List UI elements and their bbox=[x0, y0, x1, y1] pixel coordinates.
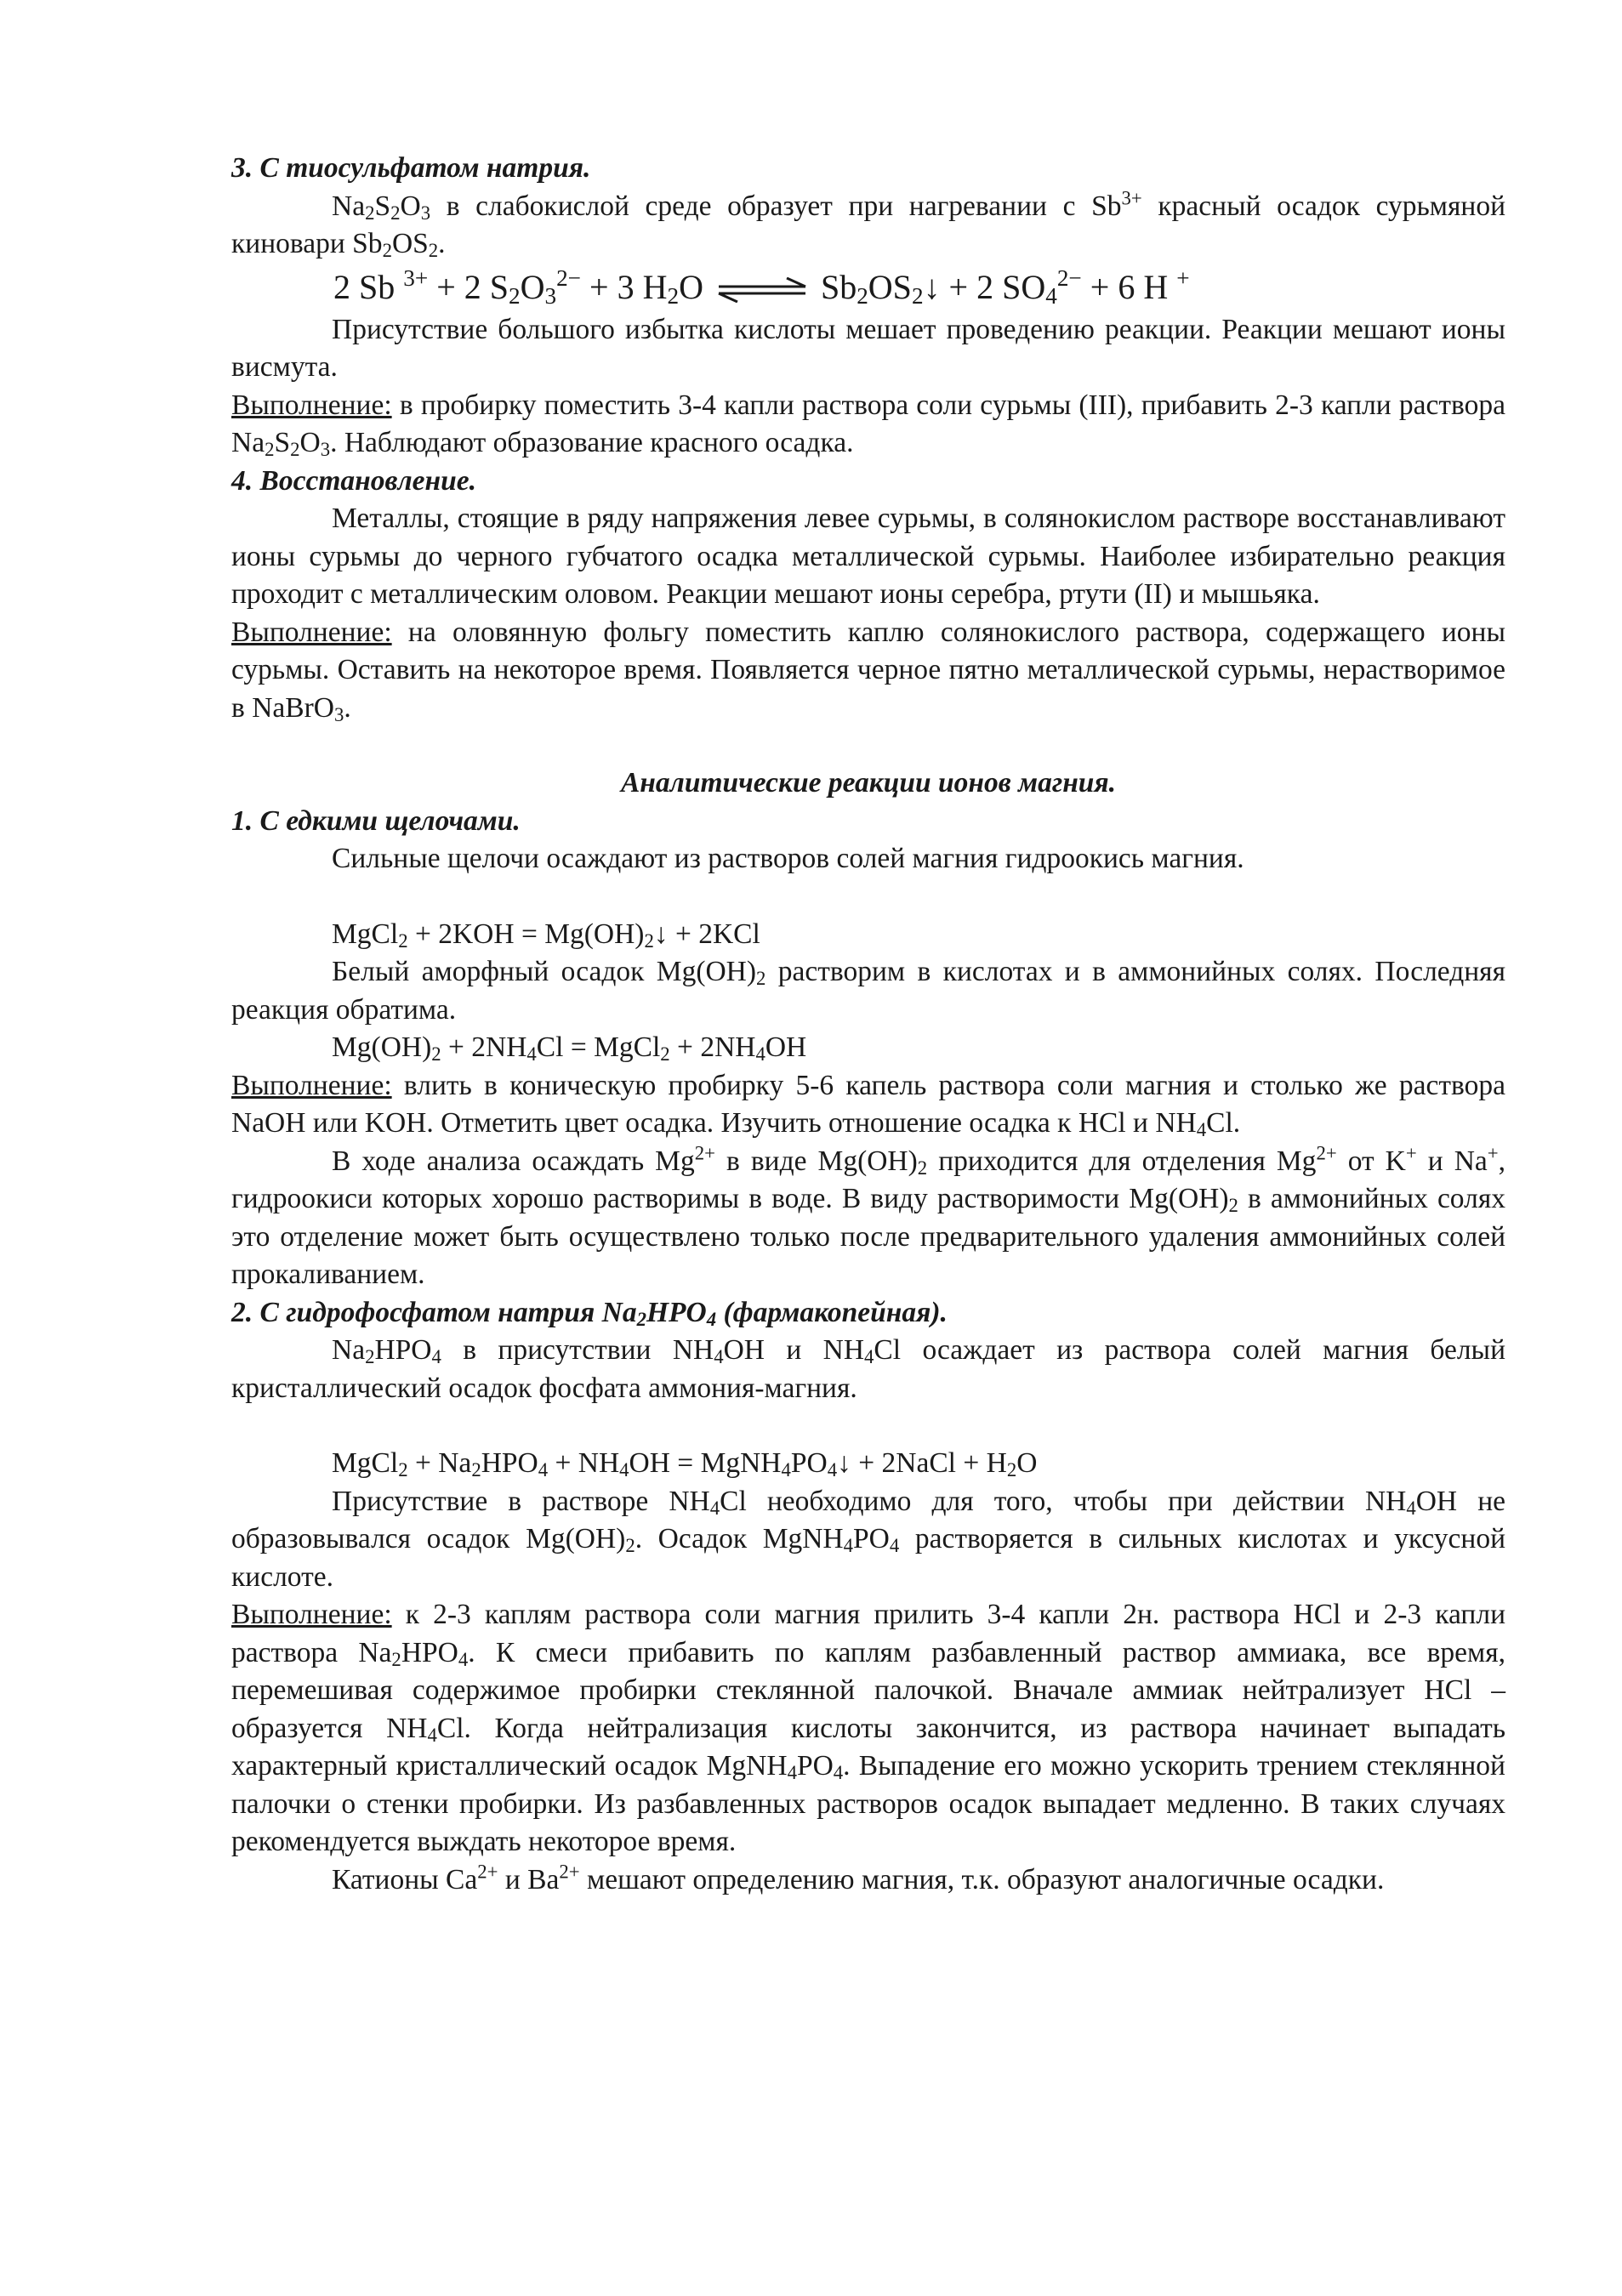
paragraph-hydrophosphate-intro: $Na_2HPO_4$ в присутствии $NH_4OH$ и $NH_4Cl$ осаждает из раствора солей магния белый кристаллический осадок фосфата аммония-магния. bbox=[231, 1334, 1505, 1404]
equation-mgoh2-nh4cl: $Mg(OH)_2 + 2NH_4Cl$ = MgCl$_2$ + $2NH_4OH$ bbox=[332, 1031, 807, 1065]
page-content bbox=[231, 150, 1505, 1899]
section-spacer bbox=[231, 727, 1505, 764]
equation-mgcl2-koh: MgCl$_2$ + $2KOH = Mg(OH)_2↓ + 2KCl$ bbox=[332, 918, 760, 952]
section-title-magnesium: Аналитические реакции ионов магния. bbox=[620, 767, 1117, 798]
heading-hydrophosphate: 2. С гидрофосфатом натрия $Na_2HPO_4$ (фармакопейная). bbox=[231, 1296, 948, 1330]
heading-reduction: 4. Восстановление. bbox=[231, 464, 476, 497]
paragraph-nh4cl-role: Присутствие в растворе $NH_4Cl$ необходимо для того, чтобы при действии $NH_4OH$ не образовывался осадок $Mg(OH)_2$. Осадок $MgNH_4PO_4$ растворяется в сильных кислотах и уксусной кислоте. bbox=[231, 1485, 1505, 1593]
equation-mgnh4po4: MgCl$_2$ + $Na_2HPO_4 + NH_4OH$ = $MgNH_4PO_4↓$ + 2NaCl + $H_2O$ bbox=[332, 1447, 1038, 1480]
spacer bbox=[231, 878, 1505, 916]
paragraph-reduction: Металлы, стоящие в ряду напряжения левее сурьмы, в солянокислом растворе восстанавливают ионы сурьмы до черного губчатого осадка металлической сурьмы. Наиболее избирательно реакция проходит с металлическим оловом. Реакции мешают ионы серебра, ртути (II) и мышьяка. bbox=[231, 503, 1505, 610]
procedure-label: Выполнение: bbox=[231, 1599, 392, 1630]
precipitate-arrow-icon: ↓ bbox=[923, 267, 941, 306]
paragraph-separation: В ходе анализа осаждать $Mg^{2+}$ в виде $Mg(OH)_2$ приходится для отделения $Mg^{2+}$ от K+ и Na+, гидроокиси которых хорошо растворимы в воде. В виду растворимости $Mg(OH)_2$ в аммонийных солях это отделение может быть осуществлено только после предварительного удаления аммонийных солей прокаливанием. bbox=[231, 1141, 1505, 1290]
equation-antimony-thiosulfate: 2 Sb $^{3+}$ + 2 $S_2O_3^{2-} + 3$ $H_2O$ $Sb_2OS_2↓ + 2$ $SO_4^{2-} + 6$ H + bbox=[333, 264, 1190, 309]
spacer bbox=[231, 1407, 1505, 1445]
procedure-label: Выполнение: bbox=[231, 1069, 392, 1101]
heading-thiosulfate: 3. С тиосульфатом натрия. bbox=[231, 152, 591, 184]
paragraph-thiosulfate-intro: $Na_2S_2O_3$ в слабокислой среде образует при нагревании с $Sb^{3+}$ красный осадок сурьмяной киновари $Sb_2OS_2$. bbox=[231, 186, 1505, 261]
paragraph-alkali-intro: Сильные щелочи осаждают из растворов солей магния гидроокись магния. bbox=[332, 843, 1244, 874]
paragraph-interfering-cations: Катионы $Ca^{2+}$ и $Ba^{2+}$ мешают определению магния, т.к. образуют аналогичные осадки. bbox=[332, 1860, 1385, 1895]
paragraph-alkali-procedure: Выполнение: влить в коническую пробирку 5-6 капель раствора соли магния и столько же раствора NaOH или KOH. Отметить цвет осадка. Изучить отношение осадка к HCl и $NH_4Cl$. bbox=[231, 1069, 1505, 1140]
paragraph-thiosulfate-interference: Присутствие большого избытка кислоты мешает проведению реакции. Реакции мешают ионы висмута. bbox=[231, 313, 1505, 383]
procedure-label: Выполнение: bbox=[231, 616, 392, 648]
equilibrium-arrow-icon bbox=[715, 277, 809, 303]
procedure-label: Выполнение: bbox=[231, 389, 392, 421]
paragraph-hydroxide-solubility: Белый аморфный осадок $Mg(OH)_2$ растворим в кислотах и в аммонийных солях. Последняя реакция обратима. bbox=[231, 956, 1505, 1026]
paragraph-thiosulfate-procedure: Выполнение: в пробирку поместить 3-4 капли раствора соли сурьмы (III), прибавить 2-3 капли раствора $Na_2S_2O_3$. Наблюдают образование красного осадка. bbox=[231, 389, 1505, 460]
paragraph-reduction-procedure: Выполнение: на оловянную фольгу поместить каплю солянокислого раствора, содержащего ионы сурьмы. Оставить на некоторое время. Появляется черное пятно металлической сурьмы, нерастворимое в NaBrO$_3$. bbox=[231, 616, 1505, 725]
heading-alkali: 1. С едкими щелочами. bbox=[231, 804, 521, 837]
paragraph-hydrophosphate-procedure: Выполнение: к 2-3 каплям раствора соли магния прилить 3-4 капли 2н. раствора HCl и 2-3 капли раствора $Na_2HPO_4$. К смеси прибавить по каплям разбавленный раствор аммиака, все время, перемешивая содержимое пробирки стеклянной палочкой. Вначале аммиак нейтрализует HCl – образуется $NH_4Cl$. Когда нейтрализация кислоты закончится, из раствора начинает выпадать характерный кристаллический осадок $MgNH_4PO_4$. Выпадение его можно ускорить трением стеклянной палочки о стенки пробирки. Из разбавленных растворов осадок выпадает медленно. В таких случаях рекомендуется выждать некоторое время. bbox=[231, 1599, 1505, 1857]
